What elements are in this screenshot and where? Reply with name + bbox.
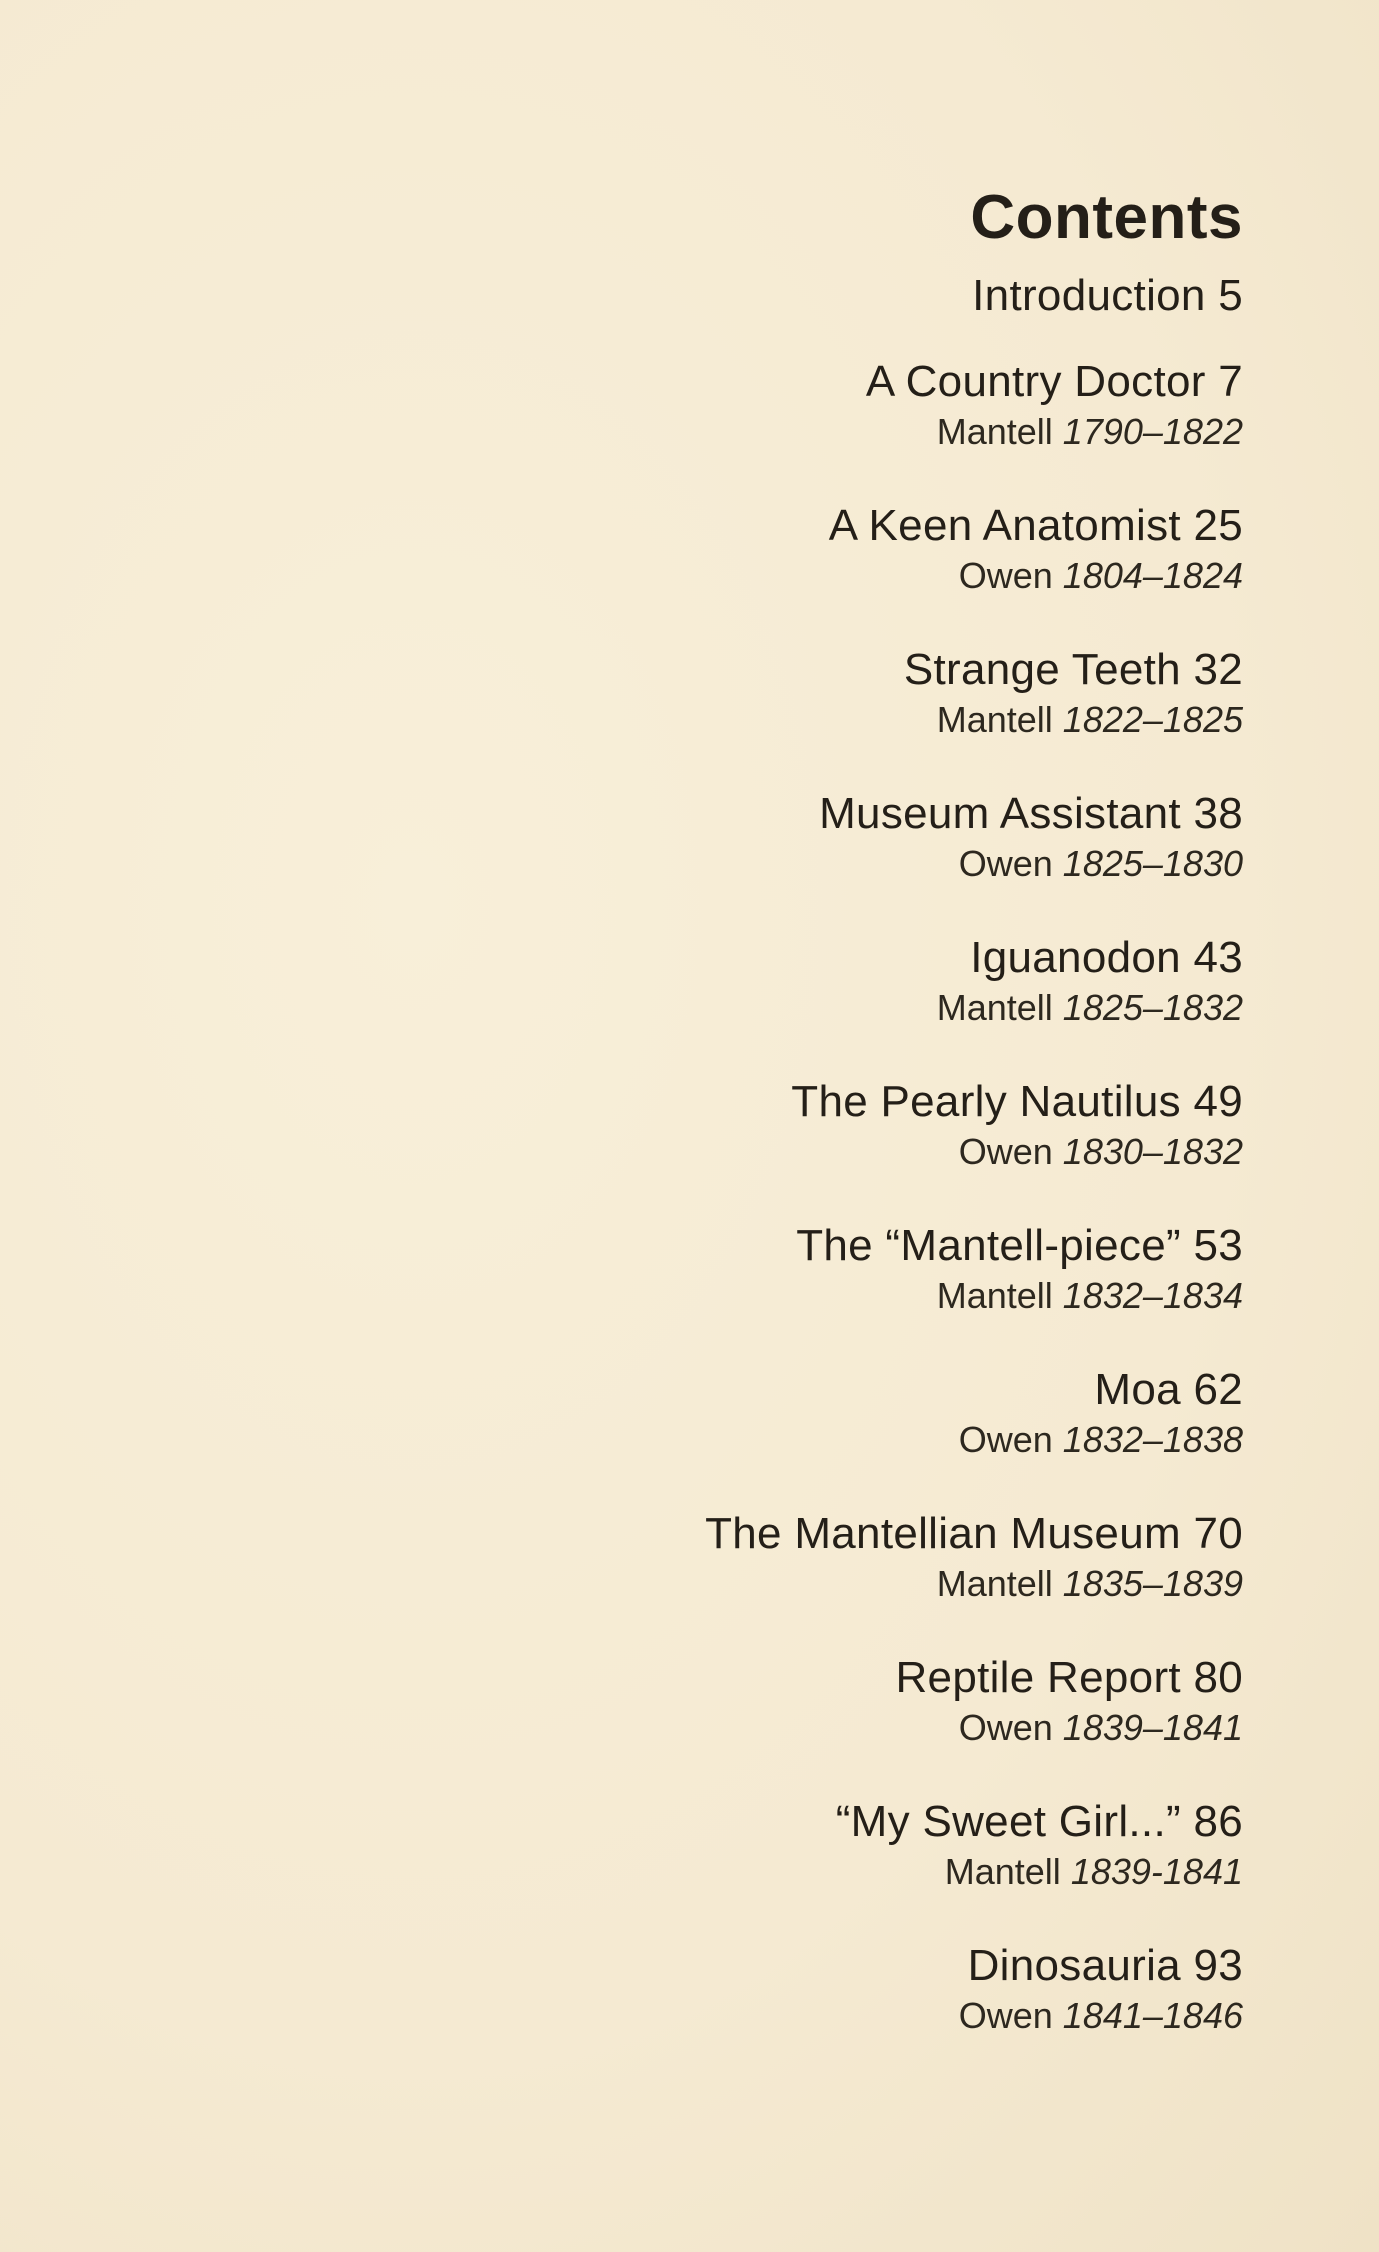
toc-entry [243,786,1243,886]
entry-title: A Keen Anatomist [828,501,1181,550]
entry-person: Owen [958,843,1053,884]
entry-title-line [243,786,1243,842]
entry-years: 1832–1838 [1062,1419,1243,1460]
entry-title-line [243,1794,1243,1850]
entry-page-number: 93 [1193,1941,1243,1990]
entry-person: Owen [958,1131,1053,1172]
entry-years: 1804–1824 [1062,555,1243,596]
toc-entry [243,498,1243,598]
toc-entry [243,1506,1243,1606]
entry-subtitle-line [243,1562,1243,1606]
toc-entry [243,1362,1243,1462]
entry-person: Mantell [936,1563,1053,1604]
entry-years: 1822–1825 [1062,699,1243,740]
contents-heading: Contents [970,183,1243,252]
entry-title-line [243,1362,1243,1418]
entry-title: Iguanodon [970,933,1181,982]
entry-years: 1825–1830 [1062,843,1243,884]
toc-entry [243,930,1243,1030]
toc-entry [243,642,1243,742]
entry-title: Strange Teeth [903,645,1181,694]
toc-entry-introduction [243,268,1243,324]
entry-title: The Pearly Nautilus [791,1077,1181,1126]
entry-title: Museum Assistant [819,789,1181,838]
entry-title-line [243,1074,1243,1130]
entry-page-number: 80 [1193,1653,1243,1702]
entry-page-number: 86 [1193,1797,1243,1846]
entry-title-line [243,354,1243,410]
entry-title: Introduction [972,271,1206,320]
entry-title-line [243,642,1243,698]
entry-title-line [243,1218,1243,1274]
table-of-contents [243,180,1243,2082]
entry-person: Owen [958,1995,1053,2036]
entry-page-number: 62 [1193,1365,1243,1414]
entry-subtitle-line [243,554,1243,598]
entry-title: Reptile Report [895,1653,1181,1702]
entry-page-number: 25 [1193,501,1243,550]
entry-title-line [243,268,1243,324]
entry-years: 1835–1839 [1062,1563,1243,1604]
entry-title: Dinosauria [967,1941,1181,1990]
entry-title: The Mantellian Museum [705,1509,1181,1558]
entry-title: Moa [1094,1365,1181,1414]
entry-subtitle-line [243,1850,1243,1894]
toc-entry [243,1650,1243,1750]
entry-title: A Country Doctor [865,357,1206,406]
entry-person: Mantell [936,1275,1053,1316]
entry-years: 1832–1834 [1062,1275,1243,1316]
entry-subtitle-line [243,698,1243,742]
entry-subtitle-line [243,842,1243,886]
entry-person: Mantell [944,1851,1061,1892]
toc-entry [243,1218,1243,1318]
entry-years: 1839-1841 [1070,1851,1243,1892]
entry-page-number: 70 [1193,1509,1243,1558]
entry-title: The “Mantell-piece” [796,1221,1181,1270]
entry-person: Owen [958,1707,1053,1748]
entry-person: Mantell [936,411,1053,452]
entry-person: Mantell [936,987,1053,1028]
entry-subtitle-line [243,1418,1243,1462]
entry-years: 1790–1822 [1062,411,1243,452]
chapter-list [243,354,1243,2038]
toc-entry [243,1074,1243,1174]
entry-page-number: 32 [1193,645,1243,694]
entry-person: Owen [958,1419,1053,1460]
entry-title-line [243,1506,1243,1562]
entry-subtitle-line [243,1274,1243,1318]
entry-subtitle-line [243,1130,1243,1174]
entry-subtitle-line [243,1994,1243,2038]
entry-person: Owen [958,555,1053,596]
entry-page-number: 7 [1218,357,1243,406]
entry-years: 1825–1832 [1062,987,1243,1028]
entry-page-number: 38 [1193,789,1243,838]
entry-title-line [243,1650,1243,1706]
entry-subtitle-line [243,1706,1243,1750]
entry-person: Mantell [936,699,1053,740]
toc-entry [243,1938,1243,2038]
toc-entry [243,354,1243,454]
entry-title-line [243,498,1243,554]
entry-years: 1839–1841 [1062,1707,1243,1748]
entry-page-number: 5 [1218,271,1243,320]
entry-subtitle-line [243,986,1243,1030]
entry-page-number: 49 [1193,1077,1243,1126]
entry-title-line [243,1938,1243,1994]
entry-page-number: 43 [1193,933,1243,982]
entry-title-line [243,930,1243,986]
entry-years: 1841–1846 [1062,1995,1243,2036]
entry-page-number: 53 [1193,1221,1243,1270]
entry-subtitle-line [243,410,1243,454]
toc-entry [243,1794,1243,1894]
entry-years: 1830–1832 [1062,1131,1243,1172]
entry-title: “My Sweet Girl...” [835,1797,1181,1846]
